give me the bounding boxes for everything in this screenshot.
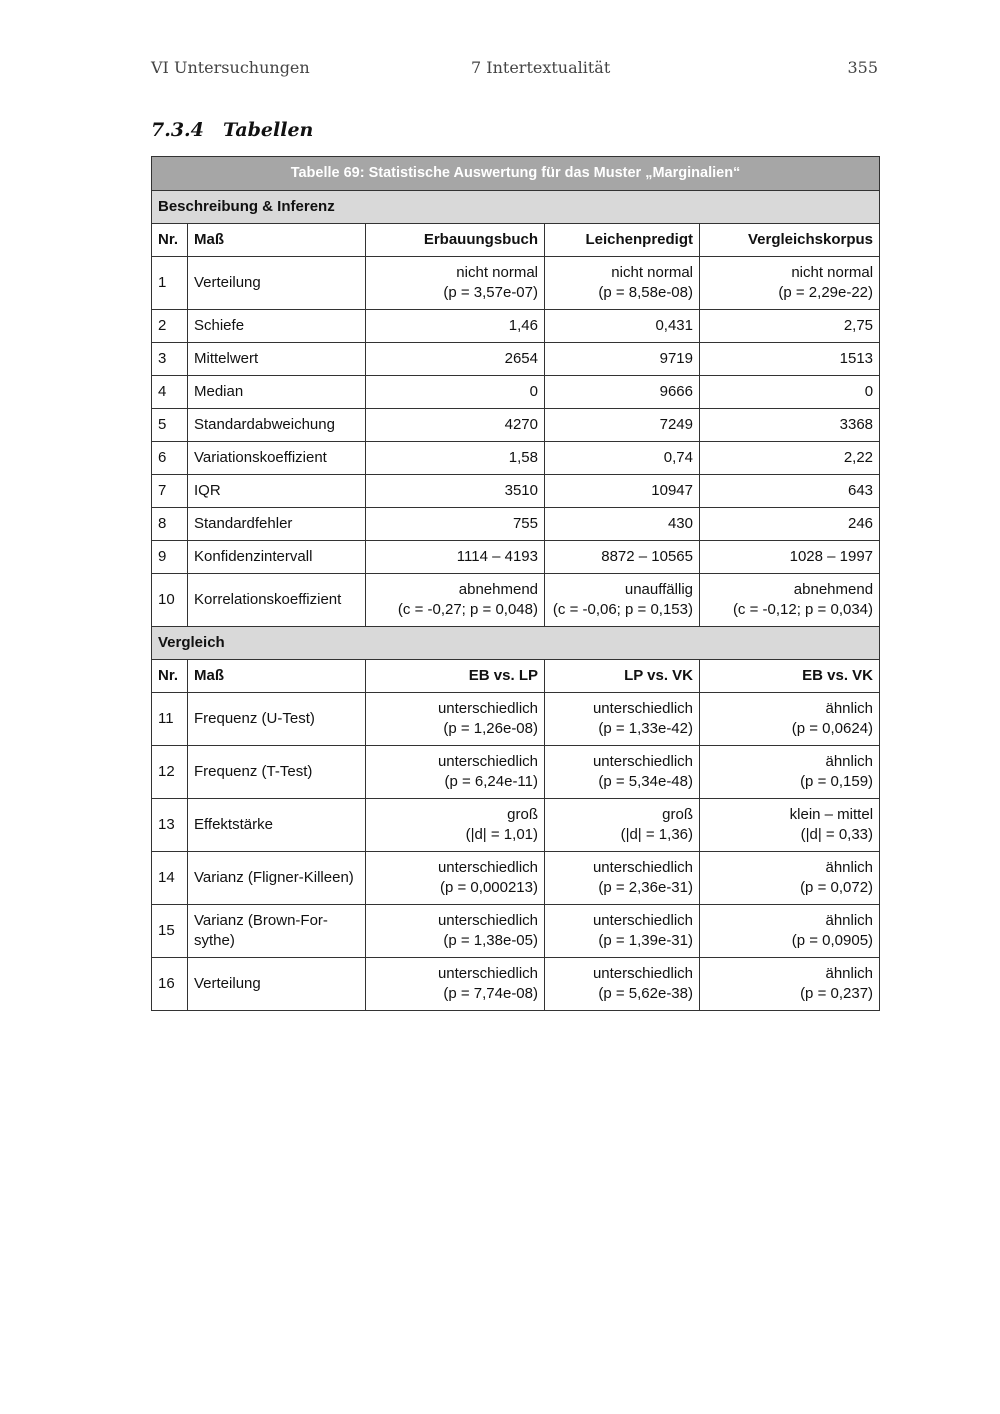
cell-line: Standardabweichung: [194, 415, 335, 433]
cell-line: Varianz (Fligner-Killeen): [194, 868, 354, 886]
measure-name: [188, 409, 366, 442]
value-cell: [700, 310, 880, 343]
value-cell: [366, 343, 545, 376]
value-cell: [545, 746, 700, 799]
value-cell: [366, 541, 545, 574]
row-number: [152, 376, 188, 409]
value-cell: [700, 343, 880, 376]
cell-line: unterschiedlich: [437, 964, 538, 982]
cell-line: Frequenz (U-Test): [194, 709, 315, 727]
measure-name: [188, 508, 366, 541]
value-cell: [366, 257, 545, 310]
cell-line: 9666: [659, 382, 693, 400]
measure-name: [188, 693, 366, 746]
value-cell: [366, 310, 545, 343]
row-number: [152, 958, 188, 1011]
cell-line: (p = 7,74e-08): [443, 985, 538, 1002]
cell-line: Erbauungsbuch: [423, 230, 538, 248]
column-header-a: [366, 224, 545, 257]
cell-line: Effektstärke: [194, 815, 273, 833]
value-cell: [700, 257, 880, 310]
cell-line: Vergleichskorpus: [747, 230, 874, 248]
value-cell: [700, 409, 880, 442]
table-row: [152, 905, 880, 958]
row-number: [152, 475, 188, 508]
cell-line: 15: [158, 921, 175, 939]
cell-line: 3: [158, 349, 167, 367]
cell-line: EB vs. VK: [802, 666, 874, 684]
cell-line: 1,58: [508, 448, 538, 466]
cell-line: EB vs. LP: [468, 666, 538, 684]
cell-line: unterschiedlich: [592, 858, 693, 876]
statistics-table: [151, 156, 880, 1011]
value-cell: [366, 693, 545, 746]
cell-line: abnehmend: [458, 580, 538, 598]
cell-line: Standardfehler: [194, 514, 293, 532]
measure-name: [188, 799, 366, 852]
cell-line: (c = -0,12; p = 0,034): [732, 601, 874, 618]
cell-line: Maß: [194, 230, 224, 248]
value-cell: [366, 442, 545, 475]
table-row: [152, 376, 880, 409]
cell-line: 9719: [659, 349, 693, 367]
cell-line: IQR: [194, 481, 221, 499]
section-title: Tabellen: [223, 119, 314, 141]
cell-line: Frequenz (T-Test): [194, 762, 313, 780]
cell-line: Nr.: [158, 230, 179, 248]
cell-line: 2: [158, 316, 167, 334]
value-cell: [545, 376, 700, 409]
cell-line: (p = 0,159): [800, 773, 874, 790]
table-row: [152, 746, 880, 799]
value-cell: [545, 442, 700, 475]
cell-line: unterschiedlich: [437, 911, 538, 929]
cell-line: 13: [158, 815, 175, 833]
column-header-b: [545, 660, 700, 693]
table-caption-row: [152, 157, 880, 191]
value-cell: [700, 475, 880, 508]
value-cell: [700, 852, 880, 905]
section-row: [152, 191, 880, 224]
cell-line: Maß: [194, 666, 224, 684]
row-number: [152, 799, 188, 852]
cell-line: (p = 6,24e-11): [444, 773, 538, 790]
cell-line: (p = 0,000213): [440, 879, 538, 896]
measure-name: [188, 442, 366, 475]
table-caption: Tabelle 69: Statistische Auswertung für das Muster „Marginalien“: [152, 157, 880, 191]
value-cell: [366, 409, 545, 442]
cell-line: nicht normal: [791, 263, 874, 281]
value-cell: [545, 958, 700, 1011]
row-number: [152, 508, 188, 541]
cell-line: (p = 1,39e-31): [598, 932, 693, 949]
column-header-nr: [152, 660, 188, 693]
column-header-mass: [188, 224, 366, 257]
cell-line: (p = 0,237): [800, 985, 874, 1002]
header-row: [152, 660, 880, 693]
cell-line: groß: [507, 805, 538, 823]
value-cell: [545, 257, 700, 310]
table-row: [152, 257, 880, 310]
value-cell: [700, 376, 880, 409]
cell-line: 1028 – 1997: [789, 547, 874, 565]
cell-line: 1: [158, 273, 167, 291]
value-cell: [545, 852, 700, 905]
running-head-center: 7 Intertextualität: [471, 58, 611, 77]
value-cell: [366, 376, 545, 409]
cell-line: unterschiedlich: [592, 752, 693, 770]
row-number: [152, 746, 188, 799]
value-cell: [700, 905, 880, 958]
measure-name: [188, 475, 366, 508]
header-row: [152, 224, 880, 257]
cell-line: (p = 0,0905): [791, 932, 874, 949]
cell-line: 11: [158, 709, 174, 727]
cell-line: 1513: [839, 349, 874, 367]
table-row: [152, 310, 880, 343]
row-number: [152, 852, 188, 905]
cell-line: groß: [662, 805, 693, 823]
table-row: [152, 852, 880, 905]
value-cell: [366, 905, 545, 958]
row-number: [152, 693, 188, 746]
value-cell: [366, 852, 545, 905]
row-number: [152, 541, 188, 574]
cell-line: (p = 1,26e-08): [443, 720, 538, 737]
cell-line: ähnlich: [825, 858, 874, 876]
cell-line: 10947: [651, 481, 693, 499]
value-cell: [545, 310, 700, 343]
column-header-mass: [188, 660, 366, 693]
cell-line: klein – mittel: [789, 805, 874, 823]
cell-line: 4: [158, 382, 167, 400]
cell-line: unterschiedlich: [592, 911, 693, 929]
table-row: [152, 343, 880, 376]
cell-line: 7: [158, 481, 167, 499]
measure-name: [188, 574, 366, 627]
column-header-c: [700, 224, 880, 257]
cell-line: 430: [667, 514, 693, 532]
table-row: [152, 508, 880, 541]
value-cell: [700, 746, 880, 799]
value-cell: [545, 475, 700, 508]
cell-line: Variationskoeffizient: [194, 448, 327, 466]
measure-name: [188, 541, 366, 574]
row-number: [152, 343, 188, 376]
value-cell: [366, 574, 545, 627]
cell-line: unterschiedlich: [437, 858, 538, 876]
cell-line: 755: [512, 514, 538, 532]
cell-line: 10: [158, 590, 175, 608]
cell-line: Korrelationskoeffizient: [194, 590, 342, 608]
cell-line: (p = 2,29e-22): [778, 284, 874, 301]
row-number: [152, 257, 188, 310]
cell-line: (p = 3,57e-07): [443, 284, 538, 301]
value-cell: [366, 475, 545, 508]
cell-line: (p = 2,36e-31): [598, 879, 693, 896]
value-cell: [366, 746, 545, 799]
cell-line: (c = -0,27; p = 0,048): [397, 601, 538, 618]
measure-name: [188, 746, 366, 799]
cell-line: unterschiedlich: [437, 699, 538, 717]
row-number: [152, 409, 188, 442]
column-header-c: [700, 660, 880, 693]
table-row: [152, 799, 880, 852]
cell-line: 3510: [504, 481, 538, 499]
cell-line: (|d| = 1,36): [620, 826, 693, 843]
measure-name: [188, 376, 366, 409]
value-cell: [545, 799, 700, 852]
cell-line: 8872 – 10565: [601, 547, 693, 565]
table-body: [152, 157, 880, 1011]
cell-line: 2654: [504, 349, 538, 367]
cell-line: 2,75: [843, 316, 874, 334]
section-number: 7.3.4: [151, 119, 204, 141]
table-row: [152, 475, 880, 508]
cell-line: unterschiedlich: [592, 964, 693, 982]
cell-line: Verteilung: [194, 273, 261, 291]
row-number: [152, 574, 188, 627]
measure-name: [188, 310, 366, 343]
cell-line: unterschiedlich: [592, 699, 693, 717]
value-cell: [700, 574, 880, 627]
cell-line: (p = 5,62e-38): [598, 985, 693, 1002]
table-row: [152, 409, 880, 442]
cell-line: 8: [158, 514, 167, 532]
cell-line: 12: [158, 762, 175, 780]
row-number: [152, 905, 188, 958]
value-cell: [545, 343, 700, 376]
table-row: [152, 541, 880, 574]
cell-line: ähnlich: [825, 699, 874, 717]
column-header-nr: [152, 224, 188, 257]
cell-line: 0: [529, 382, 538, 400]
cell-line: nicht normal: [456, 263, 538, 281]
value-cell: [545, 409, 700, 442]
measure-name: [188, 343, 366, 376]
running-head: [151, 58, 878, 82]
value-cell: [700, 958, 880, 1011]
cell-line: sythe): [194, 932, 235, 949]
cell-line: Varianz (Brown-For-: [194, 911, 328, 929]
row-number: [152, 442, 188, 475]
cell-line: LP vs. VK: [624, 666, 693, 684]
value-cell: [700, 693, 880, 746]
running-head-left: VI Untersuchungen: [151, 58, 310, 77]
cell-line: (p = 1,38e-05): [443, 932, 538, 949]
column-header-a: [366, 660, 545, 693]
cell-line: 7249: [659, 415, 693, 433]
cell-line: nicht normal: [611, 263, 693, 281]
cell-line: (p = 5,34e-48): [598, 773, 693, 790]
cell-line: Median: [194, 382, 244, 400]
section-title: Vergleich: [152, 627, 880, 660]
section-heading: [151, 119, 313, 145]
value-cell: [700, 442, 880, 475]
cell-line: ähnlich: [825, 752, 874, 770]
value-cell: [545, 508, 700, 541]
cell-line: 0,431: [655, 316, 693, 334]
value-cell: [700, 541, 880, 574]
cell-line: 5: [158, 415, 167, 433]
section-row: [152, 627, 880, 660]
row-number: [152, 310, 188, 343]
cell-line: 0: [864, 382, 874, 400]
cell-line: Mittelwert: [194, 349, 259, 367]
measure-name: [188, 958, 366, 1011]
cell-line: (|d| = 0,33): [800, 826, 874, 843]
cell-line: abnehmend: [793, 580, 874, 598]
table-row: [152, 958, 880, 1011]
cell-line: unauffällig: [624, 580, 693, 598]
cell-line: Nr.: [158, 666, 179, 684]
cell-line: 4270: [504, 415, 538, 433]
cell-line: Schiefe: [194, 316, 245, 334]
cell-line: Leichenpredigt: [585, 230, 693, 248]
cell-line: ähnlich: [825, 911, 874, 929]
value-cell: [366, 508, 545, 541]
cell-line: (c = -0,06; p = 0,153): [552, 601, 693, 618]
cell-line: Konfidenzintervall: [194, 547, 313, 565]
cell-line: 3368: [839, 415, 874, 433]
cell-line: (|d| = 1,01): [465, 826, 538, 843]
cell-line: 643: [848, 481, 874, 499]
table-row: [152, 442, 880, 475]
cell-line: (p = 0,0624): [791, 720, 874, 737]
value-cell: [545, 541, 700, 574]
cell-line: Verteilung: [194, 974, 261, 992]
cell-line: 246: [848, 514, 874, 532]
measure-name: [188, 852, 366, 905]
cell-line: (p = 8,58e-08): [598, 284, 693, 301]
cell-line: unterschiedlich: [437, 752, 538, 770]
value-cell: [366, 958, 545, 1011]
table-row: [152, 693, 880, 746]
cell-line: 14: [158, 868, 175, 886]
cell-line: 1114 – 4193: [456, 547, 538, 565]
value-cell: [545, 693, 700, 746]
cell-line: 1,46: [508, 316, 538, 334]
cell-line: 6: [158, 448, 167, 466]
cell-line: (p = 1,33e-42): [598, 720, 693, 737]
page-number: 355: [847, 58, 878, 77]
column-header-b: [545, 224, 700, 257]
cell-line: 2,22: [843, 448, 874, 466]
cell-line: (p = 0,072): [800, 879, 874, 896]
value-cell: [545, 905, 700, 958]
measure-name: [188, 905, 366, 958]
value-cell: [700, 799, 880, 852]
value-cell: [545, 574, 700, 627]
section-title: Beschreibung & Inferenz: [152, 191, 880, 224]
measure-name: [188, 257, 366, 310]
cell-line: ähnlich: [825, 964, 874, 982]
table-row: [152, 574, 880, 627]
cell-line: 16: [158, 974, 175, 992]
cell-line: 9: [158, 547, 167, 565]
value-cell: [700, 508, 880, 541]
cell-line: 0,74: [663, 448, 693, 466]
value-cell: [366, 799, 545, 852]
